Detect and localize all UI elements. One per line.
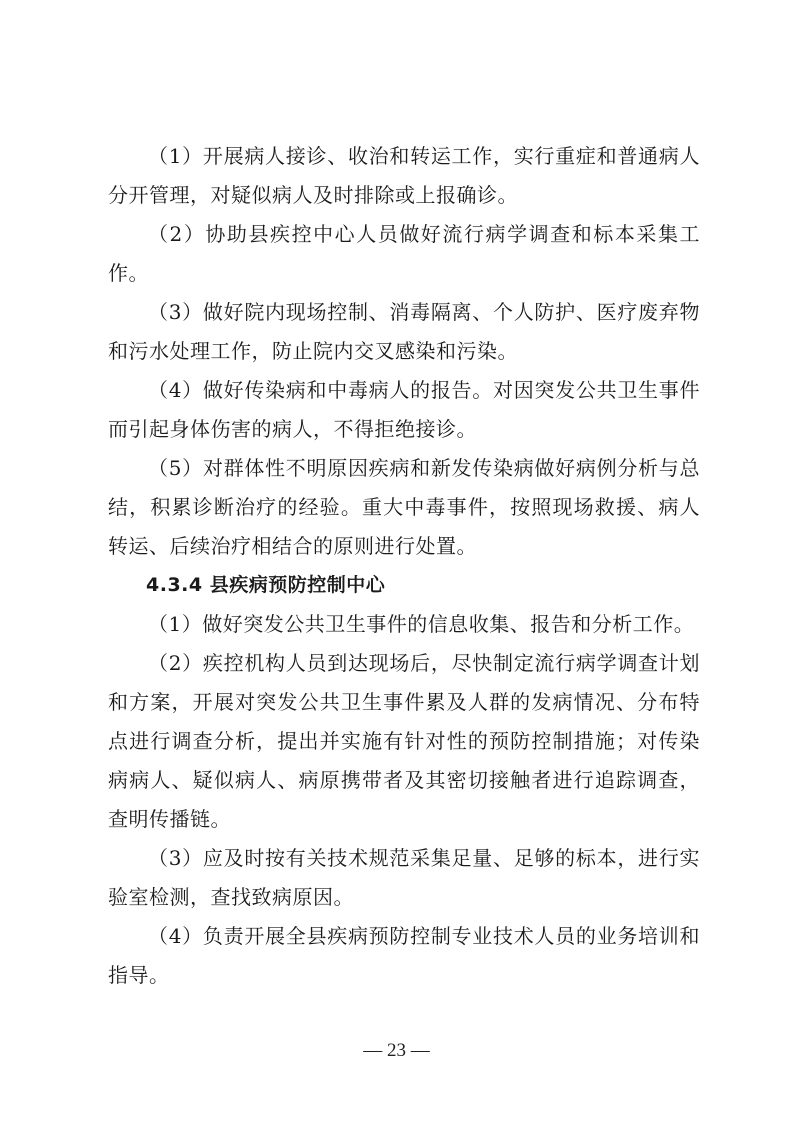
paragraph: （4）负责开展全县疾病预防控制专业技术人员的业务培训和指导。 (108, 924, 700, 987)
paragraph: （2）协助县疾控中心人员做好流行病学调查和标本采集工作。 (108, 222, 700, 285)
paragraph: （4）做好传染病和中毒病人的报告。对因突发公共卫生事件而引起身体伤害的病人，不得拒绝接诊。 (108, 378, 700, 441)
paragraph: （1）开展病人接诊、收治和转运工作，实行重症和普通病人分开管理，对疑似病人及时排除或上报确诊。 (108, 144, 700, 207)
body-text (108, 137, 700, 995)
paragraph: （3）应及时按有关技术规范采集足量、足够的标本，进行实验室检测，查找致病原因。 (108, 846, 700, 909)
paragraph: （2）疾控机构人员到达现场后，尽快制定流行病学调查计划和方案，开展对突发公共卫生事件累及人群的发病情况、分布特点进行调查分析，提出并实施有针对性的预防控制措施；对传染病病人、疑似病人、病原携带者及其密切接触者进行追踪调查，查明传播链。 (108, 651, 700, 831)
paragraph: （1）做好突发公共卫生事件的信息收集、报告和分析工作。 (148, 612, 695, 636)
paragraph: （3）做好院内现场控制、消毒隔离、个人防护、医疗废弃物和污水处理工作，防止院内交叉感染和污染。 (108, 300, 700, 363)
page-number: — 23 — (363, 1040, 430, 1061)
paragraph: （5）对群体性不明原因疾病和新发传染病做好病例分析与总结，积累诊断治疗的经验。重大中毒事件，按照现场救援、病人转运、后续治疗相结合的原则进行处置。 (108, 456, 700, 558)
section-heading: 4.3.4 县疾病预防控制中心 (146, 574, 386, 596)
